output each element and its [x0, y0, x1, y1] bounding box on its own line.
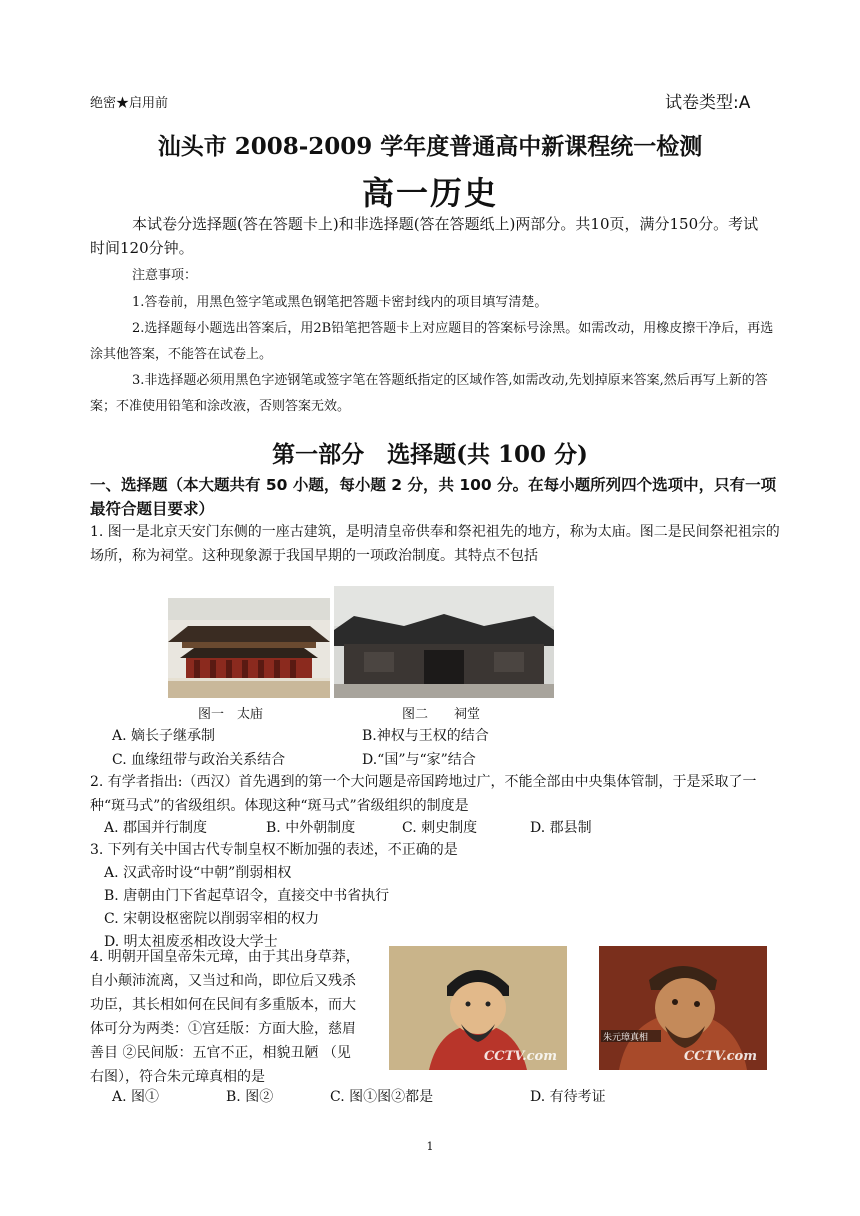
portrait-palace-image: [389, 946, 567, 1070]
q3-option-d: D. 明太祖废丞相改设大学士: [104, 934, 278, 950]
q1-option-d: D.“国”与“家”结合: [362, 752, 476, 768]
question-4-stem: [90, 945, 390, 1089]
q4-stem-line: 善目 ②民间版：五官不正，相貌丑陋 （见: [90, 1045, 351, 1061]
q1-option-a: A. 嫡长子继承制: [112, 728, 216, 744]
note-item: 3.非选择题必须用黑色字迹钢笔或签字笔在答题纸指定的区域作答,如需改动,先划掉原来答案,然后再写上新的答案；不准使用铅笔和涂改液，否则答案无效。: [90, 373, 768, 414]
cctv-watermark: CCTV.com: [683, 1049, 757, 1064]
page-number: 1: [426, 1140, 434, 1153]
exam-intro: 本试卷分选择题(答在答题卡上)和非选择题(答在答题纸上)两部分。共10页，满分150分。考试时间120分钟。: [90, 215, 759, 257]
q4-stem-line: 功臣，其长相如何在民间有多重版本，而大: [90, 997, 356, 1013]
question-2-stem: 2. 有学者指出:（西汉）首先遇到的第一个大问题是帝国跨地过广，不能全部由中央集体管制，于是采取了一种“斑马式”的省级组织。体现这种“斑马式”省级组织的制度是: [90, 774, 757, 814]
q4-stem-line: 4. 明朝开国皇帝朱元璋，由于其出身草莽，: [90, 949, 360, 965]
q2-option-b: B. 中外朝制度: [266, 820, 356, 836]
portrait-folk-image: [599, 946, 767, 1070]
q3-option-c: C. 宋朝设枢密院以削弱宰相的权力: [104, 911, 320, 927]
part-title: 第一部分 选择题(共 100 分): [272, 441, 588, 468]
q3-option-a: A. 汉武帝时设“中朝”削弱相权: [104, 865, 292, 881]
question-3-stem: 3. 下列有关中国古代专制皇权不断加强的表述，不正确的是: [90, 842, 458, 858]
subject-title: 高一历史: [361, 174, 498, 212]
q4-stem-line: 体可分为两类：①宫廷版：方面大脸，慈眉: [90, 1021, 356, 1037]
exam-title: 汕头市 2008-2009 学年度普通高中新课程统一检测: [157, 133, 703, 160]
q4-option-b: B. 图②: [226, 1089, 274, 1105]
q2-option-d: D. 郡县制: [530, 820, 592, 836]
section-heading: 一、选择题（本大题共有 50 小题，每小题 2 分，共 100 分。在每小题所列四个选项中，只有一项最符合题目要求）: [90, 476, 777, 518]
q4-option-a: A. 图①: [112, 1089, 160, 1105]
q2-option-a: A. 郡国并行制度: [104, 820, 208, 836]
q4-option-c: C. 图①图②都是: [330, 1089, 434, 1105]
q4-stem-line: 自小颠沛流离，又当过和尚，即位后又残杀: [90, 973, 356, 989]
question-1-stem: 1. 图一是北京天安门东侧的一座古建筑，是明清皇帝供奉和祭祀祖先的地方，称为太庙。图二是民间祭祀祖宗的场所，称为祠堂。这种现象源于我国早期的一项政治制度。其特点不包括: [90, 524, 780, 564]
q3-option-b: B. 唐朝由门下省起草诏令，直接交中书省执行: [104, 888, 390, 904]
note-item: 2.选择题每小题选出答案后，用2B铅笔把答题卡上对应题目的答案标号涂黑。如需改动，用橡皮擦干净后，再选涂其他答案，不能答在试卷上。: [90, 321, 774, 362]
q1-option-b: B.神权与王权的结合: [362, 728, 489, 744]
q1-option-c: C. 血缘纽带与政治关系结合: [112, 752, 286, 768]
taimiao-image: [168, 598, 330, 698]
image-caption-1: 图一 太庙: [198, 707, 264, 722]
confidential-label: 绝密★启用前: [90, 96, 169, 111]
note-item: 1.答卷前，用黑色签字笔或黑色钢笔把答题卡密封线内的项目填写清楚。: [132, 295, 548, 310]
notes-title: 注意事项：: [132, 268, 198, 283]
image-caption-2: 图二 祠堂: [402, 707, 481, 722]
cctv-watermark: CCTV.com: [483, 1049, 557, 1064]
q2-option-c: C. 刺史制度: [402, 820, 478, 836]
portrait-label: 朱元璋真相: [603, 1033, 649, 1043]
citang-image: [334, 586, 554, 698]
paper-type-label: 试卷类型:A: [665, 93, 751, 113]
q4-stem-line: 右图），符合朱元璋真相的是: [90, 1069, 265, 1085]
q4-option-d: D. 有待考证: [530, 1089, 606, 1105]
